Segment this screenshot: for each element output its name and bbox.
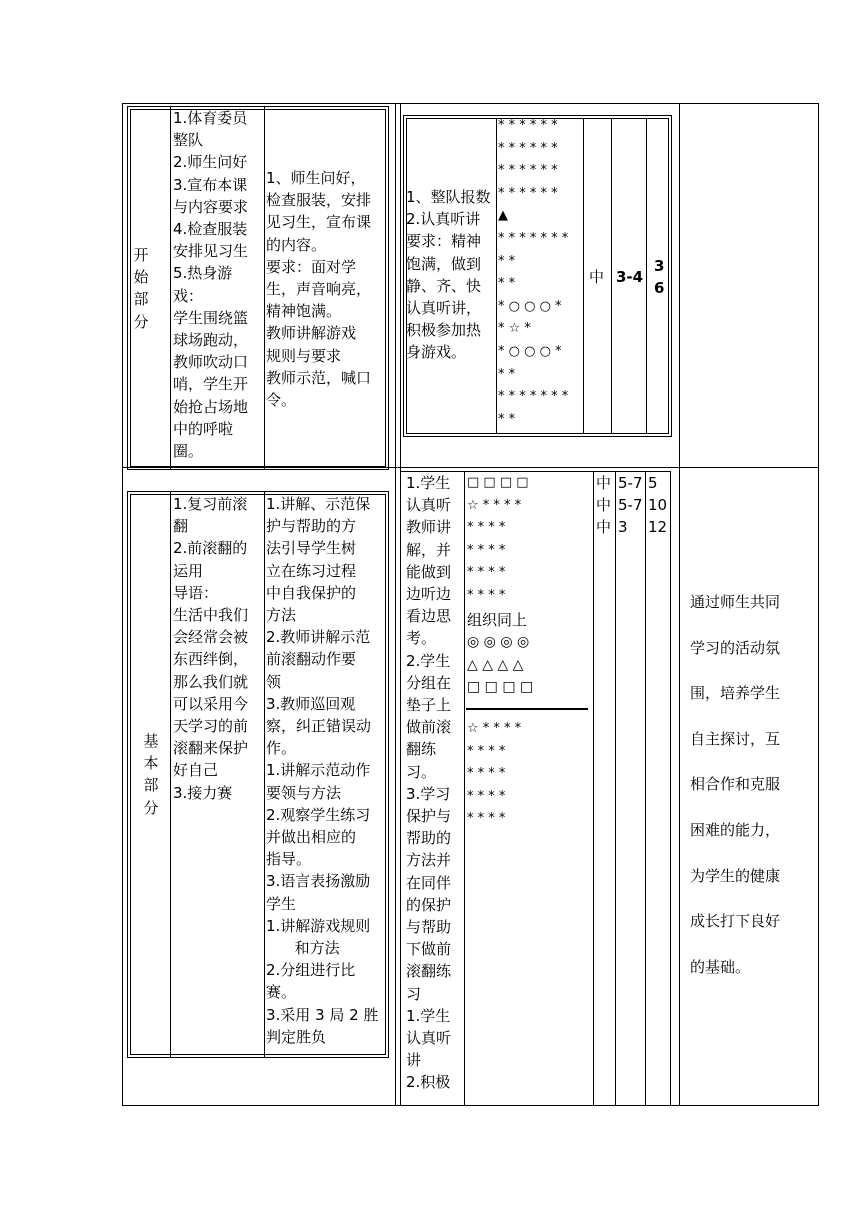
s2r-divider-d [645,471,646,1105]
s1-divider-a [170,106,171,470]
section1-content: 1.体育委员 整队 2.师生问好 3.宣布本课 与内容要求 4.检查服装 安排见习生 5.热身游 戏： 学生围绕篮 球场跑动， 教师吹动口 哨，学生开 始抢占场地 中的呼啦 圈。 [173,109,249,461]
section1-student-activity: 1、整队报数 2.认真听讲 要求：精神 饱满，做到 静、齐、快 认真听讲， 积极参加热 身游戏。 [406,188,491,362]
outer-col-divider-1 [395,103,396,1106]
s1r-divider-c [611,118,612,434]
section2-minutes: 5 10 12 [648,474,668,537]
section1-minutes: 3 6 [654,257,665,298]
section2-teacher-activity: 1.讲解、示范保 护与帮助的方 法引导学生树 立在练习过程 中自我保护的 方法 2.教师讲解示范 前滚翻动作要 领 3.教师巡回观 察，纠正错误动 作。 1.讲解示范动作 要领与方法 2.观察学生练习 并做出相应的 指导。 3.语言表扬激励 学生 1.讲解游戏规则 和方法 2.分组进行比 赛。 3.采用 3 局 2 胜 判定胜负 [266,495,379,1046]
s2-divider-a [170,491,171,1058]
outer-bottom-border [122,1105,819,1106]
outer-left-border [122,103,123,1106]
section2-intensity: 中 中 中 [596,474,612,537]
section2-student-activity: 1.学生 认真听 教师讲 解，并 能做到 边听边 看边思 考。 2.学生 分组在 垫子上 做前滚 翻练 习。 3.学习 保护与 帮助的 方法并 在同伴 的保护 与帮助 下做前 滚翻练 习 1.学生 认真听 讲 2.积极 [406,474,452,1092]
s2r-divider-b [593,471,594,1105]
outer-top-border [122,103,819,104]
section1-intensity: 中 [589,268,605,286]
outer-col-divider-3 [679,103,680,1106]
s2r-divider-e [670,471,671,1105]
section2-remark: 通过师生共同 学习的活动氛 围，培养学生 自主探讨，互 相合作和克服 困难的能力， 为学生的健康 成长打下良好 的基础。 [690,593,781,976]
section2-formation-line [466,708,588,710]
section2-formation-b: ◎ ◎ ◎ ◎ △ △ △ △ □ □ □ □ [467,634,534,696]
section2-label: 基 本 部 分 [143,732,159,817]
section2-formation-c: ☆ * * * * * * * * * * * * * * * * * * * * [467,721,522,827]
section1-teacher-activity: 1、师生问好， 检查服装，安排 见习生，宣布课 的内容。 要求：面对学 生，声音响亮， 精神饱满。 教师讲解游戏 规则与要求 教师示范，喊口 令。 [266,169,372,410]
section2-times: 5-7 5-7 3 [618,474,643,537]
section2-formation-note: 组织同上 [467,611,528,629]
s1r-divider-b [583,118,584,434]
outer-right-border [818,103,819,1106]
s1r-divider-d [646,118,647,434]
s2r-divider-c [615,471,616,1105]
outer-col-divider-2 [400,103,401,1106]
section1-label: 开 始 部 分 [133,246,149,331]
section1-times: 3-4 [616,268,644,286]
section2-content: 1.复习前滚 翻 2.前滚翻的 运用 导语： 生活中我们 会经常会被 东西绊倒， 那么我们就 可以采用今 天学习的前 滚翻来保护 好自己 3.接力赛 [173,495,249,802]
section1-formation: * * * * * * * * * * * * * * * * * * * * * * * * ▲ * * * * * * * * * * * * ○ ○ ○ * * ☆ * * ○ ○ ○ * * * * * * * * * * * * [498,118,569,427]
section2-formation-a: □ □ □ □ ☆ * * * * * * * * * * * * * * * * * * * * [467,475,529,603]
